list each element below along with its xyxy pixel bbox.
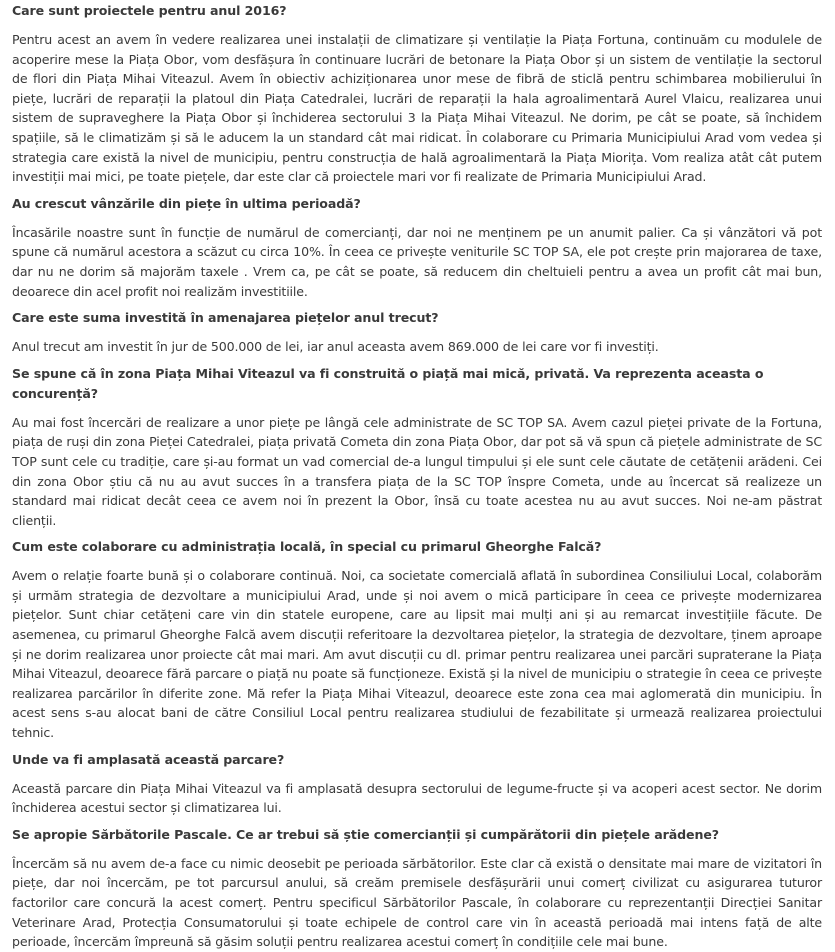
- question-heading: Care sunt proiectele pentru anul 2016?: [12, 3, 287, 18]
- answer-paragraph: Încasările noastre sunt în funcție de numărul de comercianți, dar noi ne menținem pe un anumit palier. Ca și vânzători vă pot spune că numărul acestora a scăzut cu circa 10%. În ceea ce privește veniturile SC TOP SA, ele pot crește prin majorarea de taxe, dar nu ne dorim să majorăm taxele . Vrem ca, pe cât se poate, să reducem din cheltuieli pentru a avea un profit cât mai bun, deoarece din acel profit noi realizăm investitiile.: [12, 224, 822, 299]
- question-heading: Cum este colaborare cu administrația locală, în special cu primarul Gheorghe Falcă?: [12, 539, 602, 555]
- question-heading: Se spune că în zona Piața Mihai Viteazul va fi construită o piață mai mică, privată. Va reprezenta aceasta o concurență?: [12, 365, 764, 401]
- answer-paragraph: Au mai fost încercări de realizare a unor piețe pe lângă cele administrate de SC TOP SA. Avem cazul pieței private de la Fortuna, piața de ruși din zona Pieței Catedralei, piața privată Cometa din zona Piața Obor, dar pot să vă spun că piețele administrate de SC TOP sunt cele cu tradiție, care și-au format un vad comercial de-a lungul timpului și ele sunt cele căutate de cetățenii arădeni. Cei din zona Obor știu că nu au avut succes în a transfera piața de la SC TOP înspre Cometa, unde au încercat să realizeze un standard mai ridicat decât ceea ce avem noi în prezent la Obor, însă cu toate acestea nu au avut succes. Noi ne-am păstrat clienții.: [12, 414, 822, 528]
- question-heading: Au crescut vânzările din piețe în ultima perioadă?: [12, 195, 361, 211]
- answer-paragraph: Încercăm să nu avem de-a face cu nimic deosebit pe perioada sărbătorilor. Este clar că există o densitate mai mare de vizitatori în piețe, dar noi încercăm, pe tot parcursul anului, să creăm premisele desfășurării unui comerț civilizat cu asigurarea tuturor factorilor care concură la acest comerț. Pentru specificul Sărbătorilor Pascale, în colaborare cu reprezentanții Direcției Sanitar Veterinare Arad, Protecția Consumatorului și toate echipele de control care vin în această perioadă mai intens față de alte perioade, încercăm împreună să găsim soluții pentru realizarea acestui comerț în condițiile cele mai bune.: [12, 855, 822, 950]
- answer-paragraph: Avem o relație foarte bună și o colaborare continuă. Noi, ca societate comercială aflată în subordinea Consiliului Local, colaborăm și urmăm strategia de dezvoltare a municipiului Arad, unde și noi avem o mică participare în ceea ce privește modernizarea piețelor. Sunt chiar cetățeni care vin din statele europene, care au lipsit mai mulți ani și au remarcat investițiile făcute. De asemenea, cu primarul Gheorghe Falcă avem discuții referitoare la dezvoltarea piețelor, la strategia de dezvoltare, ținem aproape și ne dorim realizarea unor proiecte cât mai mari. Am avut discuții cu dl. primar pentru realizarea unei parcări supraterane la Piața Mihai Viteazul, deoarece fără parcare o piață nu poate să funcționeze. Există și la nivel de municipiu o strategie în ceea ce privește realizarea parcărilor în diferite zone. Mă refer la Piața Mihai Viteazul, deoarece este zona cea mai aglomerată din municipiu. În acest sens s-au alocat bani de către Consiliul Local pentru realizarea studiului de fezabilitate și urmează realizarea proiectului tehnic.: [12, 568, 822, 741]
- question-heading: Unde va fi amplasată această parcare?: [12, 751, 285, 767]
- question-heading: Se apropie Sărbătorile Pascale. Ce ar trebui să știe comercianții și cumpărătorii din piețele arădene?: [12, 826, 719, 842]
- answer-paragraph: Pentru acest an avem în vedere realizarea unei instalații de climatizare și ventilație la Piața Fortuna, continuăm cu modulele de acoperire mese la Piața Obor, vom desfășura în continuare lucrări de betonare la Piața Obor și un sistem de ventilație la sectorul de flori din Piața Mihai Viteazul. Avem în obiectiv achiziționarea unor mese de fibră de sticlă pentru schimbarea mobilierului în piețe, lucrări de reparații la platoul din Piața Catedralei, lucrări de reparații la hala agroalimentară Aurel Vlaicu, realizarea unui sistem de supraveghere la Piața Obor și închiderea sectorului 3 la Piața Mihai Viteazul. Ne dorim, pe cât se poate, să închidem spațiile, să le climatizăm și să le aducem la un standard cât mai ridicat. În colaborare cu Primaria Municipiului Arad vom vedea și strategia care există la nivel de municipiu, pentru construcția de hală agroalimentară la Piața Miorița. Vom realiza atât cât putem investiții mai mici, pe toate piețele, dar este clar că proiectele mari vor fi realizate de Primaria Municipiului Arad.: [12, 32, 822, 185]
- answer-paragraph: Această parcare din Piața Mihai Viteazul va fi amplasată desupra sectorului de legume-fructe și va acoperi acest sector. Ne dorim închiderea acestui sector și climatizarea lui.: [12, 780, 822, 816]
- question-heading: Care este suma investită în amenajarea piețelor anul trecut?: [12, 310, 439, 326]
- answer-paragraph: Anul trecut am investit în jur de 500.000 de lei, iar anul aceasta avem 869.000 de lei care vor fi investiți.: [12, 339, 659, 355]
